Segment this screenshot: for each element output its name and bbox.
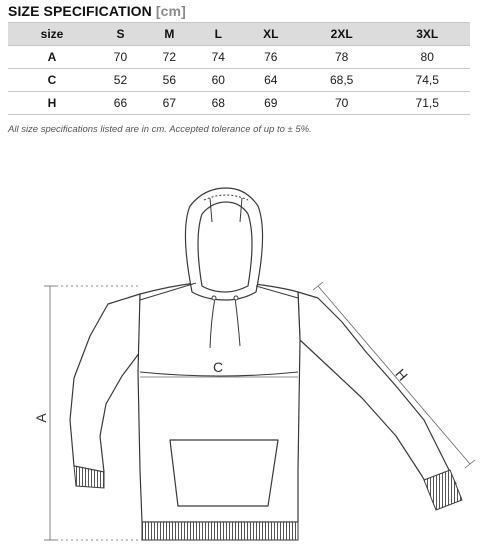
hoodie-outline — [70, 188, 456, 522]
table-cell: 67 — [145, 92, 194, 115]
dimension-a-label: A — [33, 413, 49, 423]
row-label: A — [8, 46, 96, 69]
left-sleeve — [70, 294, 140, 472]
column-header: M — [145, 23, 194, 46]
column-header: 2XL — [299, 23, 385, 46]
table-cell: 71,5 — [384, 92, 470, 115]
table-cell: 52 — [96, 69, 145, 92]
table-cell: 69 — [243, 92, 299, 115]
dimension-h-tick-bottom — [465, 460, 475, 468]
column-header: XL — [243, 23, 299, 46]
table-cell: 66 — [96, 92, 145, 115]
table-cell: 64 — [243, 69, 299, 92]
table-cell: 56 — [145, 69, 194, 92]
row-label: C — [8, 69, 96, 92]
table-cell: 60 — [194, 69, 243, 92]
column-header: S — [96, 23, 145, 46]
right-sleeve — [298, 292, 456, 490]
waistband — [142, 522, 298, 540]
table-cell: 68 — [194, 92, 243, 115]
table-cell: 80 — [384, 46, 470, 69]
title-text: SIZE SPECIFICATION — [8, 3, 152, 19]
column-header: 3XL — [384, 23, 470, 46]
dimension-h-label: H — [392, 365, 412, 384]
column-header: size — [8, 23, 96, 46]
table-cell: 70 — [96, 46, 145, 69]
table-cell: 68,5 — [299, 69, 385, 92]
table-cell: 78 — [299, 46, 385, 69]
table-cell: 70 — [299, 92, 385, 115]
table-cell: 76 — [243, 46, 299, 69]
table-cell: 74 — [194, 46, 243, 69]
tolerance-note: All size specifications listed are in cm. Accepted tolerance of up to ± 5%. — [8, 124, 312, 135]
column-header: L — [194, 23, 243, 46]
title-unit: [cm] — [155, 3, 186, 19]
dimension-c-label: C — [212, 359, 224, 375]
table-cell: 74,5 — [384, 69, 470, 92]
dimension-h-tick-top — [313, 282, 323, 290]
row-label: H — [8, 92, 96, 115]
hood-inner — [198, 202, 252, 292]
kangaroo-pocket — [170, 440, 278, 506]
table-cell: 72 — [145, 46, 194, 69]
